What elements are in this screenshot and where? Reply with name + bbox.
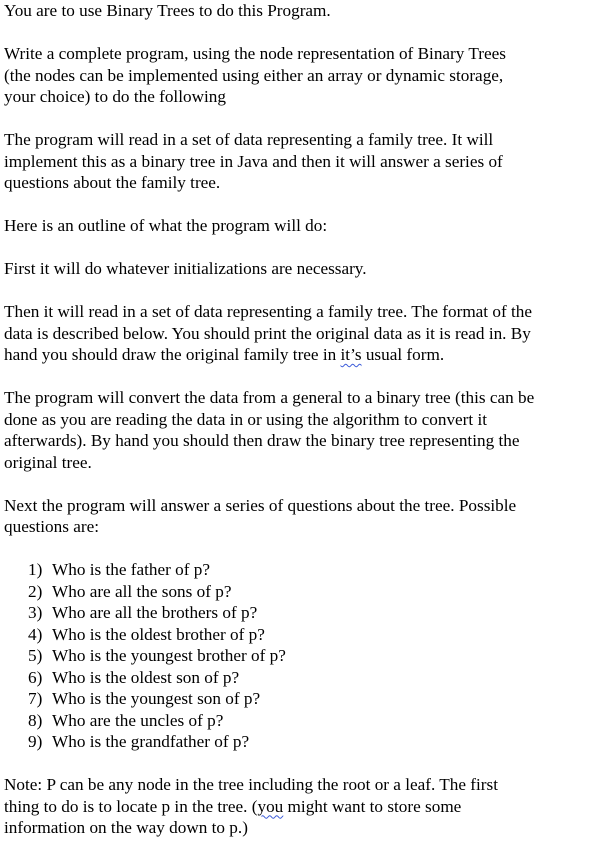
text-run: might want to store some bbox=[283, 796, 462, 816]
list-item-text: Who are all the brothers of p? bbox=[52, 603, 258, 622]
list-item-text: Who is the youngest son of p? bbox=[52, 689, 261, 708]
text-line: data is described below. You should print the original data as it is read in. By bbox=[4, 323, 531, 343]
text-line: implement this as a binary tree in Java and then it will answer a series of bbox=[4, 151, 503, 171]
text-line: The program will read in a set of data representing a family tree. It will bbox=[4, 130, 494, 149]
questions-list bbox=[4, 559, 596, 753]
list-item bbox=[4, 688, 596, 710]
paragraph-convert bbox=[4, 387, 596, 473]
list-item-number: 6) bbox=[28, 667, 43, 687]
paragraph-program-description bbox=[4, 129, 596, 194]
text-line: information on the way down to p.) bbox=[4, 818, 248, 837]
paragraph-intro bbox=[4, 0, 596, 22]
list-item-number: 3) bbox=[28, 603, 43, 622]
list-item-text: Who is the oldest son of p? bbox=[52, 667, 240, 687]
list-item bbox=[4, 731, 596, 753]
text-line: (the nodes can be implemented using either an array or dynamic storage, bbox=[4, 65, 504, 85]
text-line bbox=[4, 344, 596, 366]
text-line: your choice) to do the following bbox=[4, 87, 226, 106]
list-item-number: 1) bbox=[28, 560, 43, 579]
spellcheck-flagged-word[interactable]: it’s bbox=[340, 345, 362, 364]
list-item-number: 2) bbox=[28, 581, 43, 601]
list-item bbox=[4, 559, 596, 581]
paragraph-note bbox=[4, 774, 596, 839]
list-item-text: Who are the uncles of p? bbox=[52, 710, 224, 730]
list-item-number: 9) bbox=[28, 732, 43, 751]
text-line: Note: P can be any node in the tree including the root or a leaf. The first bbox=[4, 775, 498, 794]
list-item-number: 8) bbox=[28, 710, 43, 730]
paragraph-outline-heading bbox=[4, 215, 596, 237]
text-line: questions are: bbox=[4, 517, 99, 536]
list-item-number: 4) bbox=[28, 624, 43, 644]
list-item bbox=[4, 667, 596, 689]
text-run: usual form. bbox=[361, 345, 445, 364]
paragraph-requirements bbox=[4, 43, 596, 108]
text-line: First it will do whatever initializations are necessary. bbox=[4, 259, 367, 278]
text-run: thing to do is to locate p in the tree. ( bbox=[4, 796, 258, 816]
list-item bbox=[4, 581, 596, 603]
list-item bbox=[4, 645, 596, 667]
list-item-text: Who is the grandfather of p? bbox=[52, 732, 250, 751]
text-line: The program will convert the data from a general to a binary tree (this can be bbox=[4, 388, 535, 407]
text-line: done as you are reading the data in or using the algorithm to convert it bbox=[4, 409, 488, 429]
text-line: Write a complete program, using the node representation of Binary Trees bbox=[4, 44, 506, 63]
list-item-number: 7) bbox=[28, 689, 43, 708]
list-item bbox=[4, 602, 596, 624]
paragraph-initializations bbox=[4, 258, 596, 280]
paragraph-questions-intro bbox=[4, 495, 596, 538]
list-item-text: Who is the father of p? bbox=[52, 560, 210, 579]
text-line: original tree. bbox=[4, 452, 92, 472]
spellcheck-flagged-word[interactable]: you bbox=[257, 796, 284, 816]
list-item-text: Who are all the sons of p? bbox=[52, 581, 232, 601]
text-line: You are to use Binary Trees to do this Program. bbox=[4, 1, 331, 20]
list-item-text: Who is the youngest brother of p? bbox=[52, 646, 286, 665]
text-run: hand you should draw the original family tree in bbox=[4, 345, 341, 364]
text-line bbox=[4, 796, 596, 818]
text-line: Here is an outline of what the program will do: bbox=[4, 216, 328, 235]
list-item-text: Who is the oldest brother of p? bbox=[52, 624, 265, 644]
paragraph-read-data bbox=[4, 301, 596, 366]
text-line: questions about the family tree. bbox=[4, 173, 221, 192]
list-item bbox=[4, 710, 596, 732]
list-item bbox=[4, 624, 596, 646]
text-line: afterwards). By hand you should then draw the binary tree representing the bbox=[4, 431, 520, 450]
list-item-number: 5) bbox=[28, 646, 43, 665]
text-line: Next the program will answer a series of questions about the tree. Possible bbox=[4, 495, 517, 515]
document-body bbox=[4, 0, 596, 860]
text-line: Then it will read in a set of data representing a family tree. The format of the bbox=[4, 302, 532, 321]
